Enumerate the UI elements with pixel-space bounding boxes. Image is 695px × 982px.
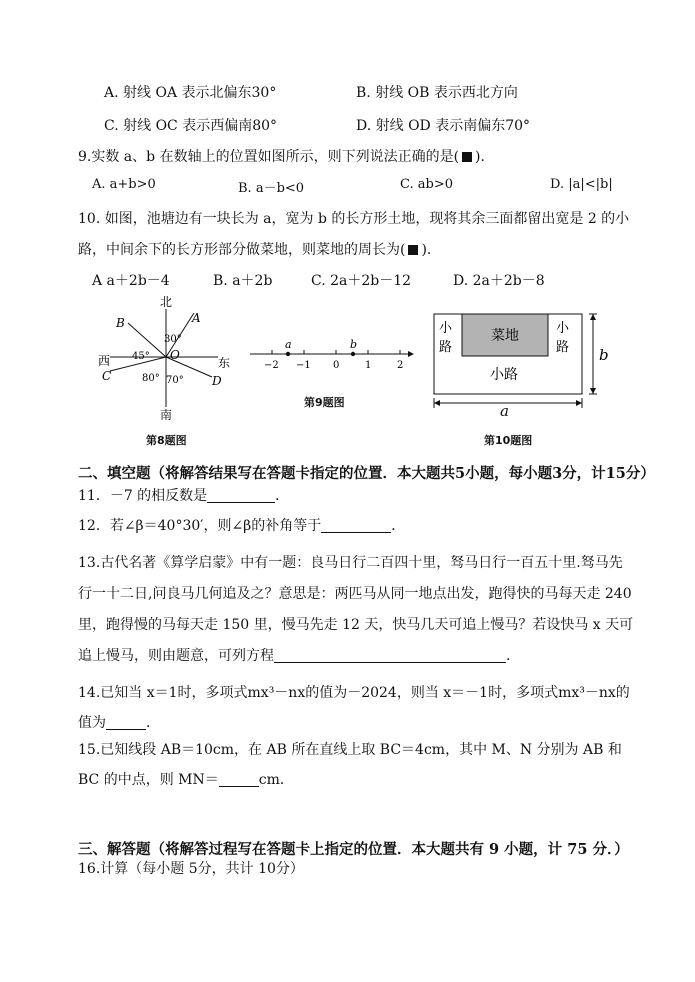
- west-label: 西: [98, 354, 111, 368]
- q9-stem-end: ).: [475, 149, 485, 165]
- answer-blank: [106, 715, 146, 730]
- q13-line1: 13.古代名著《算学启蒙》中有一题：良马日行二百四十里，驽马日行一百五十里.驽马先: [78, 555, 623, 571]
- q15-line1: 15.已知线段 AB＝10cm，在 AB 所在直线上取 BC＝4cm，其中 M、N 分别为 AB 和: [78, 742, 622, 758]
- q9-option-b: B. a－b<0: [238, 181, 305, 196]
- garden-label: 菜地: [491, 328, 519, 344]
- arrow-down-icon: [590, 388, 596, 394]
- q9-option-c: C. ab>0: [400, 177, 453, 192]
- point-a: [286, 352, 290, 356]
- angle-30-label: 30°: [164, 334, 182, 345]
- bottom-path-label: 小路: [490, 367, 518, 383]
- tick-label-1: 1: [365, 360, 372, 371]
- q10-option-c: C. 2a＋2b－12: [311, 273, 412, 289]
- figure-9-caption: 第9题图: [304, 396, 345, 409]
- angle-70-label: 70°: [166, 375, 184, 386]
- q9-stem-start: 9.实数 a、b 在数轴上的位置如图所示，则下列说法正确的是(: [78, 149, 460, 165]
- point-b: [351, 352, 355, 356]
- q9-option-a: A. a+b>0: [92, 177, 156, 192]
- q10-line2: [78, 239, 431, 259]
- angle-80-label: 80°: [142, 373, 160, 384]
- q11-text: 11．－7 的相反数是: [78, 488, 208, 504]
- answer-blank: [274, 648, 506, 663]
- point-d-label: D: [212, 374, 222, 388]
- tick-label-minus-1: −1: [296, 360, 311, 371]
- q12-end: ．: [391, 518, 406, 534]
- north-label: 北: [160, 295, 173, 309]
- q11-end: ．: [275, 488, 290, 504]
- arrow-up-icon: [590, 314, 596, 320]
- q14-line2: [78, 712, 160, 732]
- q13-line4: [78, 645, 510, 665]
- figure-10-caption: 第10题图: [484, 434, 533, 447]
- q14-line2-text: 值为: [78, 715, 106, 731]
- answer-blank: [219, 772, 259, 787]
- q14-line1: 14.已知当 x＝1时，多项式mx³－nx的值为－2024，则当 x＝－1时，多项式mx³－nx的: [78, 685, 630, 701]
- q12-text: 12．若∠β＝40°30′，则∠β的补角等于: [78, 518, 322, 534]
- figure-9-number-line: [248, 338, 416, 374]
- point-b-label: B: [116, 316, 125, 330]
- tick-label-0: 0: [333, 360, 340, 371]
- q14-end: ．: [146, 715, 160, 731]
- figure-10-land: [428, 308, 620, 418]
- q15-line2-text: BC 的中点，则 MN＝: [78, 772, 219, 788]
- q10-option-a: A a＋2b－4: [92, 273, 170, 289]
- point-o-label: O: [170, 348, 180, 362]
- q15-end: cm．: [258, 772, 294, 788]
- q13-end: .: [506, 648, 511, 664]
- q13-line3: 里，跑得慢的马每天走 150 里，慢马先走 12 天，快马几天可追上慢马？若设快马 x 天可: [78, 617, 634, 633]
- angle-45-label: 45°: [132, 351, 150, 362]
- q9-option-d: D. |a|<|b|: [550, 177, 613, 192]
- arrow-left-icon: [434, 400, 440, 406]
- answer-blank: [207, 488, 275, 503]
- q10-line2-end: ).: [421, 242, 432, 258]
- tick-label-minus-2: −2: [264, 360, 279, 371]
- section-3-heading: 三、解答题（将解答过程写在答题卡上指定的位置．本大题共有 9 小题，计 75 分．）: [78, 841, 629, 858]
- q10-line2-start: 路，中间余下的长方形部分做菜地，则菜地的周长为(: [78, 242, 406, 258]
- east-label: 东: [218, 356, 231, 370]
- tick-label-2: 2: [397, 360, 404, 371]
- right-path-top-char: 小: [556, 321, 570, 336]
- point-c-label: C: [102, 369, 112, 383]
- figure-8-caption: 第8题图: [146, 434, 187, 447]
- number-line-arrow-icon: [408, 351, 414, 357]
- q16: 16.计算（每小题 5分，共计 10分）: [78, 861, 304, 877]
- q9-stem: [78, 146, 485, 166]
- q13-line2: 行一十二日,问良马几何追及之？意思是：两匹马从同一地点出发，跑得快的马每天走 240: [78, 586, 632, 602]
- q11: [78, 485, 289, 505]
- left-path-bottom-char: 路: [439, 340, 453, 355]
- q7-option-b: B. 射线 OB 表示西北方向: [356, 85, 518, 101]
- right-path-bottom-char: 路: [556, 340, 570, 355]
- q10-line1: 10. 如图，池塘边有一块长为 a，宽为 b 的长方形土地，现将其余三面都留出宽是 2 的小: [78, 211, 630, 227]
- q13-line4-text: 追上慢马，则由题意，可列方程: [78, 648, 274, 664]
- q15-line2: [78, 769, 294, 789]
- answer-blank: [321, 518, 391, 533]
- figure-8-compass: [90, 295, 250, 435]
- b-dimension-label: b: [599, 346, 609, 364]
- answer-box-icon: [462, 152, 472, 162]
- a-dimension-label: a: [500, 402, 509, 420]
- south-label: 南: [160, 408, 173, 422]
- point-a-label: a: [285, 338, 292, 351]
- q7-option-c: C. 射线 OC 表示西偏南80°: [104, 118, 278, 134]
- section-2-heading: 二、填空题（将解答结果写在答题卡指定的位置．本大题共5小题，每小题3分，计15分）: [78, 465, 655, 482]
- answer-box-icon: [408, 245, 418, 255]
- q10-option-b: B. a＋2b: [213, 273, 273, 289]
- point-a-label: A: [192, 311, 201, 325]
- q12: [78, 515, 405, 535]
- q10-option-d: D. 2a＋2b－8: [453, 273, 545, 289]
- point-b-label: b: [350, 338, 358, 351]
- left-path-top-char: 小: [439, 321, 453, 336]
- q7-option-a: A. 射线 OA 表示北偏东30°: [104, 85, 277, 101]
- arrow-right-icon: [576, 400, 582, 406]
- q7-option-d: D. 射线 OD 表示南偏东70°: [356, 118, 531, 134]
